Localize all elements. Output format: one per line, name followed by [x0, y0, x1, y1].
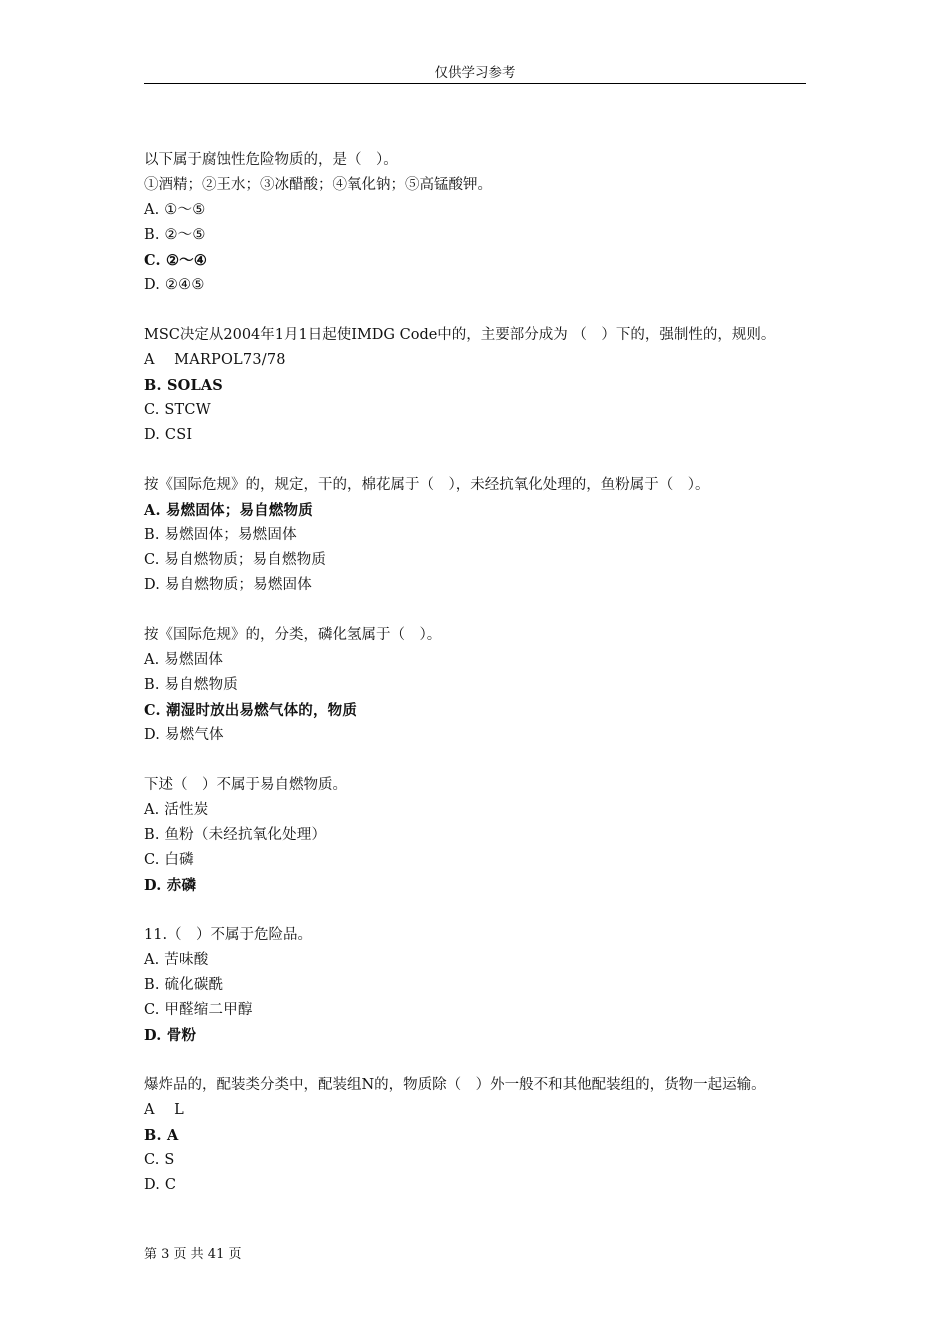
question-stem: 按《国际危规》的，规定，干的，棉花属于（ ），未经抗氧化处理的，鱼粉属于（ ）。: [144, 477, 710, 493]
answer-option: A. 易燃固体: [144, 652, 224, 668]
page-footer: 第 3 页 共 41 页: [144, 1247, 242, 1262]
answer-option-correct: B. SOLAS: [144, 377, 223, 394]
answer-option: C. 易自燃物质；易自燃物质: [144, 552, 327, 568]
answer-option: A. ①～⑤: [144, 202, 206, 218]
answer-option: A MARPOL73/78: [144, 352, 286, 368]
answer-option: C. STCW: [144, 402, 211, 418]
answer-option: B. 硫化碳酰: [144, 977, 224, 993]
question-block: [144, 148, 844, 298]
answer-option: D. CSI: [144, 427, 193, 443]
answer-option: A. 苦味酸: [144, 952, 209, 968]
answer-option: D. ②④⑤: [144, 277, 205, 293]
answer-option: B. ②～⑤: [144, 227, 206, 243]
answer-option-correct: D. 骨粉: [144, 1027, 197, 1044]
question-block: [144, 323, 844, 448]
question-stem: 以下属于腐蚀性危险物质的，是（ ）。: [144, 152, 398, 168]
page-header: 仅供学习参考: [434, 65, 516, 81]
question-stem: 爆炸品的，配装类分类中，配装组N的，物质除（ ）外一般不和其他配装组的，货物一起运输。: [144, 1077, 766, 1093]
answer-option-correct: B. A: [144, 1127, 179, 1144]
answer-option: B. 易自燃物质: [144, 677, 238, 693]
question-block: [144, 473, 844, 598]
answer-option: B. 易燃固体；易燃固体: [144, 527, 297, 543]
question-stem: 11.（ ）不属于危险品。: [144, 927, 313, 943]
answer-option: A. 活性炭: [144, 802, 209, 818]
question-block: [144, 1073, 844, 1198]
answer-option: D. 易燃气体: [144, 727, 224, 743]
question-block: [144, 773, 844, 898]
answer-option-correct: C. 潮湿时放出易燃气体的，物质: [144, 702, 358, 719]
question-stem: 下述（ ）不属于易自燃物质。: [144, 777, 347, 793]
answer-option: B. 鱼粉（未经抗氧化处理）: [144, 827, 327, 843]
answer-option: D. 易自燃物质；易燃固体: [144, 577, 312, 593]
question-stem: ①酒精；②王水；③冰醋酸；④氧化钠；⑤高锰酸钾。: [144, 177, 492, 193]
question-list: [144, 148, 844, 1223]
answer-option: A L: [144, 1102, 185, 1118]
answer-option-correct: C. ②～④: [144, 252, 208, 269]
question-block: [144, 623, 844, 748]
question-stem: 按《国际危规》的，分类，磷化氢属于（ ）。: [144, 627, 442, 643]
answer-option: C. 白磷: [144, 852, 194, 868]
answer-option-correct: D. 赤磷: [144, 877, 197, 894]
answer-option-correct: A. 易燃固体；易自燃物质: [144, 502, 313, 519]
question-block: [144, 923, 844, 1048]
answer-option: C. 甲醛缩二甲醇: [144, 1002, 253, 1018]
answer-option: C. S: [144, 1152, 175, 1168]
question-stem: MSC决定从2004年1月1日起使IMDG Code中的，主要部分成为 （ ）下的，强制性的，规则。: [144, 327, 776, 343]
answer-option: D. C: [144, 1177, 177, 1193]
header-rule: [144, 83, 806, 84]
